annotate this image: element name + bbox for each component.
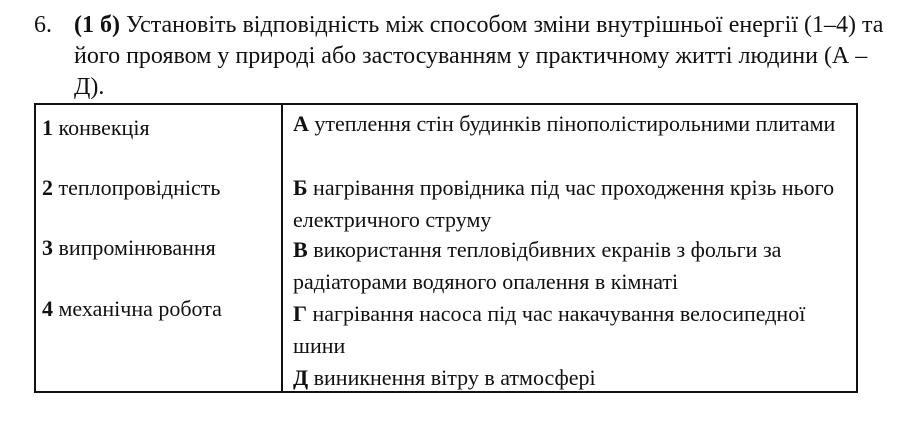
method-item-3 <box>42 235 216 261</box>
application-text: утеплення стін будинків пінополістирольними плитами <box>314 111 836 136</box>
application-text: нагрівання насоса під час накачування велосипедної шини <box>293 301 806 358</box>
application-text: використання тепловідбивних екранів з фольги за радіаторами водяного опалення в кімнаті <box>293 237 782 294</box>
method-key: 4 <box>42 296 53 321</box>
question-number: 6. <box>34 12 52 38</box>
application-key: Б <box>293 175 308 200</box>
method-key: 1 <box>42 115 53 140</box>
method-item-2 <box>42 175 220 201</box>
method-label: теплопровідність <box>58 175 221 200</box>
applications-column <box>282 104 857 392</box>
question-prompt <box>74 10 894 103</box>
application-key: В <box>293 237 308 262</box>
application-key: А <box>293 111 309 136</box>
method-label: випромінювання <box>58 235 216 260</box>
method-key: 2 <box>42 175 53 200</box>
method-label: механічна робота <box>58 296 222 321</box>
application-key: Г <box>293 301 307 326</box>
method-label: конвекція <box>58 115 150 140</box>
question-points: (1 б) <box>74 12 120 38</box>
method-item-1 <box>42 115 150 141</box>
application-item-v <box>293 234 848 298</box>
application-item-d <box>293 362 848 394</box>
question-text: Установіть відповідність між способом зміни внутрішньої енергії (1–4) та його проявом у природі або застосуванням у практичному житті людини (А – Д). <box>74 12 884 100</box>
question-block <box>34 10 894 103</box>
application-item-h <box>293 298 848 362</box>
application-text: нагрівання провідника під час проходження крізь нього електричного струму <box>293 175 835 232</box>
application-text: виникнення вітру в атмосфері <box>313 365 596 390</box>
method-item-4 <box>42 296 222 322</box>
application-key: Д <box>293 365 309 390</box>
application-item-b <box>293 172 848 236</box>
method-key: 3 <box>42 235 53 260</box>
application-item-a <box>293 108 848 140</box>
methods-column <box>35 104 282 392</box>
matching-table <box>34 103 858 393</box>
